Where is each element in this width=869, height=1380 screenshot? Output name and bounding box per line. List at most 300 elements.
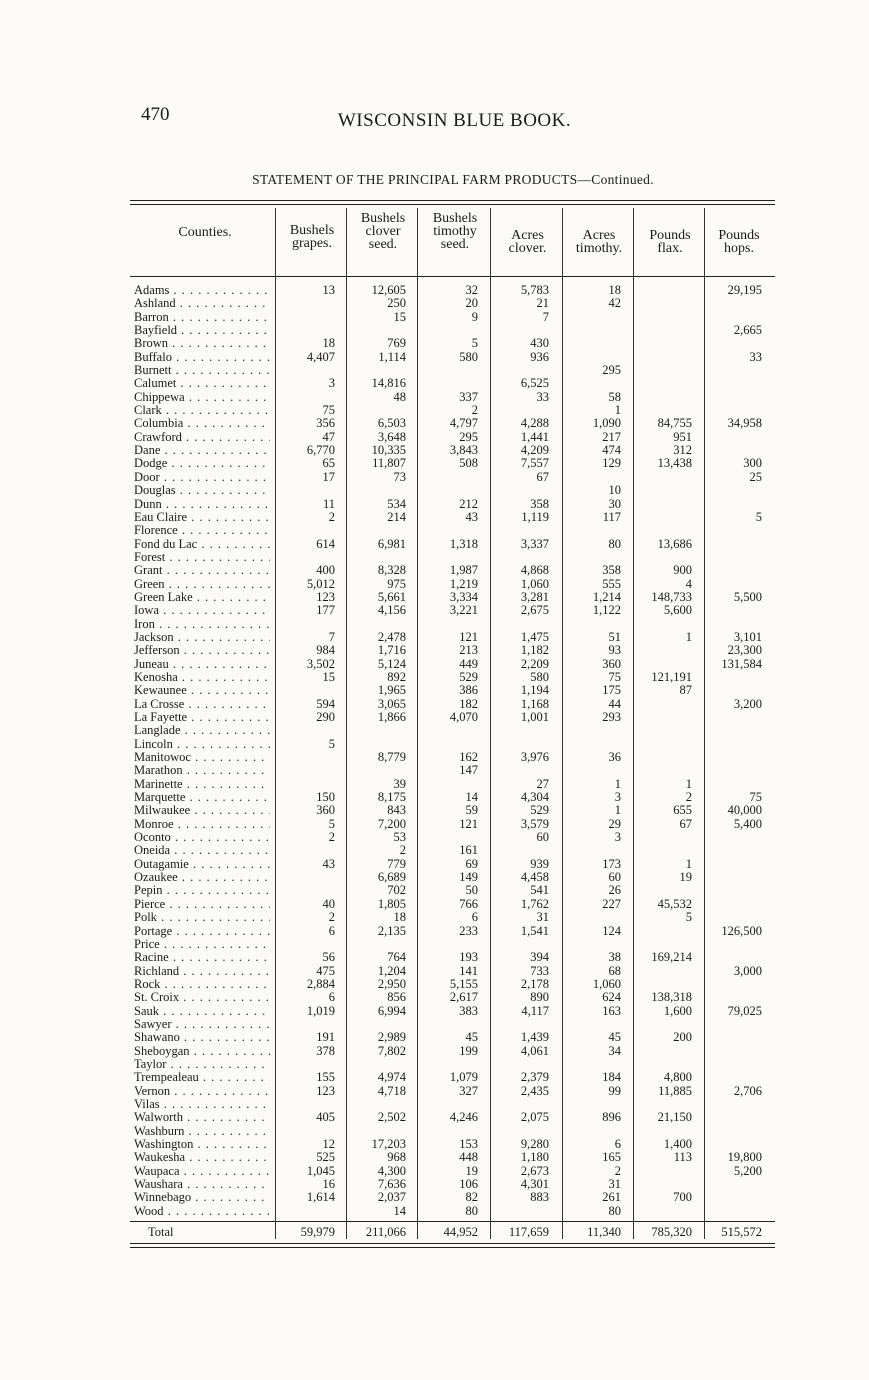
table-row	[132, 1045, 772, 1058]
cell-acres-clover: 1,168	[520, 696, 549, 711]
table-row	[132, 764, 772, 777]
county-name: Adams . . .	[134, 284, 270, 297]
cell-acres-clover: 27	[536, 776, 549, 791]
cell-hops: 19,800	[727, 1150, 762, 1165]
page-number: 470	[141, 104, 170, 125]
cell-acres-timothy: 293	[602, 710, 621, 724]
cell-grapes: 378	[316, 1043, 335, 1058]
cell-grapes: 150	[316, 790, 335, 805]
cell-flax: 1	[685, 629, 692, 644]
table-row	[132, 684, 772, 697]
table-row	[132, 1071, 772, 1084]
table-row	[132, 471, 772, 484]
cell-hops: 2,706	[733, 1083, 762, 1098]
cell-timothy-seed: 121	[459, 816, 478, 831]
cell-acres-clover: 733	[530, 963, 549, 978]
cell-hops: 79,025	[727, 1003, 762, 1018]
county-name: Vernon . . .	[134, 1085, 270, 1098]
cell-grapes: 17	[322, 469, 335, 484]
county-name: Bayfield . . .	[134, 324, 270, 337]
cell-acres-timothy: 58	[608, 389, 621, 404]
cell-acres-timothy: 18	[608, 283, 621, 297]
cell-acres-clover: 883	[530, 1190, 549, 1205]
cell-timothy-seed: 213	[459, 643, 478, 658]
cell-acres-timothy: 358	[602, 563, 621, 578]
cell-acres-timothy: 165	[602, 1150, 621, 1165]
cell-grapes: 475	[316, 963, 335, 978]
header-flax	[636, 229, 704, 255]
cell-grapes: 123	[316, 589, 335, 604]
header-line: seed.	[440, 237, 470, 252]
cell-flax: 1,600	[663, 1003, 692, 1018]
cell-hops: 300	[743, 456, 762, 471]
cell-clover-seed: 4,718	[377, 1083, 406, 1098]
cell-grapes: 2,884	[306, 976, 335, 991]
county-name: Shawano . . .	[134, 1031, 270, 1044]
cell-acres-clover: 4,209	[520, 443, 549, 458]
cell-clover-seed: 5,661	[377, 589, 406, 604]
cell-timothy-seed: 147	[459, 763, 478, 778]
cell-acres-timothy: 6	[614, 1137, 621, 1151]
county-name: Grant . . .	[134, 564, 270, 577]
county-name: Oneida . . .	[134, 844, 270, 857]
cell-acres-timothy: 68	[608, 963, 621, 978]
table-row	[132, 831, 772, 844]
cell-grapes: 13	[322, 283, 335, 297]
table-row	[132, 951, 772, 964]
cell-hops: 34,958	[727, 416, 762, 431]
table-row	[132, 991, 772, 1004]
table-row	[132, 724, 772, 737]
cell-acres-timothy: 10	[608, 483, 621, 498]
table-row	[132, 564, 772, 577]
county-name: Monroe . . .	[134, 818, 270, 831]
cell-timothy-seed: 2	[471, 403, 478, 418]
county-name: Marinette . . .	[134, 778, 270, 791]
cell-acres-timothy: 34	[608, 1043, 621, 1058]
cell-acres-clover: 67	[536, 469, 549, 484]
cell-hops: 5,400	[733, 816, 762, 831]
data-table-body	[132, 284, 772, 1218]
cell-acres-timothy: 3	[614, 790, 621, 805]
header-grapes	[278, 224, 346, 250]
county-name: Marathon . . .	[134, 764, 270, 777]
cell-grapes: 65	[322, 456, 335, 471]
cell-timothy-seed: 162	[459, 750, 478, 765]
county-name: Richland . . .	[134, 965, 270, 978]
cell-acres-clover: 2,075	[520, 1110, 549, 1125]
cell-flax: 13,686	[657, 536, 692, 551]
cell-clover-seed: 1,204	[377, 963, 406, 978]
cell-grapes: 12	[322, 1137, 335, 1151]
cell-grapes: 614	[316, 536, 335, 551]
county-name: Walworth . . .	[134, 1111, 270, 1124]
cell-clover-seed: 769	[387, 336, 406, 351]
cell-clover-seed: 8,328	[377, 563, 406, 578]
header-line: grapes.	[291, 236, 333, 251]
cell-grapes: 177	[316, 603, 335, 618]
cell-timothy-seed: 69	[465, 856, 478, 871]
table-row	[132, 711, 772, 724]
county-name: Price . . .	[134, 938, 270, 951]
cell-acres-timothy: 124	[602, 923, 621, 938]
table-row	[132, 1125, 772, 1138]
cell-timothy-seed: 193	[459, 950, 478, 965]
cell-flax: 138,318	[651, 990, 692, 1005]
cell-acres-clover: 1,194	[520, 683, 549, 698]
cell-timothy-seed: 3,334	[449, 589, 478, 604]
header-rule-bottom	[130, 276, 775, 277]
table-row	[132, 1138, 772, 1151]
table-row	[132, 498, 772, 511]
cell-hops: 23,300	[727, 643, 762, 658]
cell-grapes: 984	[316, 643, 335, 658]
cell-acres-clover: 2,209	[520, 656, 549, 671]
cell-clover-seed: 12,605	[371, 283, 406, 297]
county-name: Barron . . .	[134, 311, 270, 324]
table-row	[132, 618, 772, 631]
header-line: clover.	[508, 241, 547, 256]
county-name: Milwaukee . . .	[134, 804, 270, 817]
cell-flax: 200	[673, 1030, 692, 1045]
cell-flax: 84,755	[657, 416, 692, 431]
cell-acres-timothy: 1	[614, 403, 621, 418]
table-row	[132, 511, 772, 524]
cell-acres-timothy: 227	[602, 896, 621, 911]
table-row	[132, 698, 772, 711]
cell-flax: 4	[685, 576, 692, 591]
county-name: Dunn . . .	[134, 498, 270, 511]
county-name: Dane . . .	[134, 444, 270, 457]
cell-flax: 11,885	[658, 1083, 692, 1098]
cell-clover-seed: 843	[387, 803, 406, 818]
cell-flax: 951	[673, 429, 692, 444]
table-row	[132, 898, 772, 911]
cell-clover-seed: 1,716	[377, 643, 406, 658]
county-name: La Crosse . . .	[134, 698, 270, 711]
cell-timothy-seed: 153	[459, 1137, 478, 1151]
cell-acres-timothy: 555	[602, 576, 621, 591]
table-row	[132, 457, 772, 470]
cell-flax: 5,600	[663, 603, 692, 618]
cell-acres-timothy: 31	[608, 1177, 621, 1192]
cell-acres-timothy: 163	[602, 1003, 621, 1018]
cell-hops: 33	[749, 349, 762, 364]
cell-clover-seed: 73	[393, 469, 406, 484]
table-row	[132, 671, 772, 684]
table-row	[132, 1005, 772, 1018]
cell-grapes: 1,045	[306, 1163, 335, 1178]
cell-flax: 19	[679, 870, 692, 885]
header-line: Acres	[582, 228, 616, 243]
cell-acres-timothy: 93	[608, 643, 621, 658]
cell-acres-timothy: 173	[602, 856, 621, 871]
county-name: Kewaunee . . .	[134, 684, 270, 697]
footer-rule-2	[130, 1247, 775, 1248]
table-row	[132, 297, 772, 310]
cell-acres-clover: 5,783	[520, 283, 549, 297]
header-line: timothy.	[575, 241, 623, 256]
cell-clover-seed: 2,037	[377, 1190, 406, 1205]
county-name: Portage . . .	[134, 925, 270, 938]
cell-acres-clover: 1,762	[520, 896, 549, 911]
cell-timothy-seed: 1,219	[449, 576, 478, 591]
table-row	[132, 738, 772, 751]
cell-acres-clover: 541	[530, 883, 549, 898]
cell-acres-clover: 890	[530, 990, 549, 1005]
cell-clover-seed: 6,994	[377, 1003, 406, 1018]
cell-acres-timothy: 2	[614, 1163, 621, 1178]
cell-grapes: 405	[316, 1110, 335, 1125]
cell-clover-seed: 53	[393, 830, 406, 845]
cell-timothy-seed: 508	[459, 456, 478, 471]
cell-acres-timothy: 1	[614, 803, 621, 818]
county-name: Clark . . .	[134, 404, 270, 417]
cell-timothy-seed: 6	[471, 910, 478, 925]
header-line: seed.	[368, 237, 398, 252]
cell-timothy-seed: 43	[465, 509, 478, 524]
cell-hops: 3,101	[733, 629, 762, 644]
table-row	[132, 631, 772, 644]
table-row	[132, 911, 772, 924]
table-row	[132, 431, 772, 444]
cell-clover-seed: 7,802	[377, 1043, 406, 1058]
cell-clover-seed: 1,866	[377, 710, 406, 724]
cell-acres-clover: 31	[536, 910, 549, 925]
cell-timothy-seed: 20	[465, 296, 478, 311]
table-row	[132, 1151, 772, 1164]
cell-timothy-seed: 1,079	[449, 1070, 478, 1085]
cell-grapes: 525	[316, 1150, 335, 1165]
cell-acres-timothy: 217	[602, 429, 621, 444]
table-row	[132, 538, 772, 551]
county-name: Columbia . . .	[134, 417, 270, 430]
cell-grapes: 3,502	[306, 656, 335, 671]
cell-clover-seed: 48	[393, 389, 406, 404]
header-counties: Counties.	[178, 225, 232, 240]
cell-timothy-seed: 448	[459, 1150, 478, 1165]
table-row	[132, 604, 772, 617]
cell-acres-timothy: 38	[608, 950, 621, 965]
header-line: Bushels	[289, 223, 335, 238]
cell-acres-clover: 4,458	[520, 870, 549, 885]
total-label: Total	[148, 1225, 174, 1239]
cell-clover-seed: 6,689	[377, 870, 406, 885]
cell-grapes: 11	[322, 496, 335, 511]
footer-rule	[130, 1243, 775, 1244]
header-timothy-seed	[420, 212, 490, 251]
cell-acres-clover: 60	[536, 830, 549, 845]
cell-acres-clover: 1,475	[520, 629, 549, 644]
table-row	[132, 871, 772, 884]
cell-acres-clover: 2,673	[520, 1163, 549, 1178]
cell-timothy-seed: 295	[459, 429, 478, 444]
cell-grapes: 360	[316, 803, 335, 818]
cell-acres-clover: 3,976	[520, 750, 549, 765]
cell-flax: 67	[679, 816, 692, 831]
county-name: Calumet . . .	[134, 377, 270, 390]
table-row	[132, 524, 772, 537]
cell-timothy-seed: 580	[459, 349, 478, 364]
county-name: Marquette . . .	[134, 791, 270, 804]
county-name: Eau Claire . . .	[134, 511, 270, 524]
cell-timothy-seed: 3,843	[449, 443, 478, 458]
cell-timothy-seed: 383	[459, 1003, 478, 1018]
cell-acres-timothy: 51	[608, 629, 621, 644]
table-row	[132, 444, 772, 457]
cell-grapes: 75	[322, 403, 335, 418]
cell-hops: 126,500	[721, 923, 762, 938]
header-line: Acres	[511, 228, 544, 243]
cell-acres-timothy: 1	[614, 776, 621, 791]
cell-flax: 900	[673, 563, 692, 578]
table-row	[132, 858, 772, 871]
table-row	[132, 591, 772, 604]
county-name: Pepin . . .	[134, 884, 270, 897]
cell-acres-timothy: 624	[602, 990, 621, 1005]
cell-hops: 75	[749, 790, 762, 805]
cell-timothy-seed: 3,221	[449, 603, 478, 618]
cell-flax: 87	[679, 683, 692, 698]
table-row	[132, 337, 772, 350]
cell-grapes: 6	[328, 990, 335, 1005]
cell-clover-seed: 779	[387, 856, 406, 871]
cell-acres-timothy: 36	[608, 750, 621, 765]
cell-clover-seed: 2,989	[377, 1030, 406, 1045]
total-row	[132, 1225, 772, 1239]
cell-acres-clover: 2,435	[520, 1083, 549, 1098]
cell-timothy-seed: 449	[459, 656, 478, 671]
cell-acres-timothy: 29	[608, 816, 621, 831]
cell-timothy-seed: 199	[459, 1043, 478, 1058]
cell-acres-clover: 3,579	[520, 816, 549, 831]
cell-grapes: 6	[328, 923, 335, 938]
cell-acres-timothy: 261	[602, 1190, 621, 1205]
cell-acres-clover: 1,001	[520, 710, 549, 724]
table-row	[132, 377, 772, 390]
cell-hops: 3,200	[733, 696, 762, 711]
county-name: Dodge . . .	[134, 457, 270, 470]
cell-grapes: 400	[316, 563, 335, 578]
total-timothy-seed: 44,952	[443, 1225, 478, 1239]
cell-hops: 5,500	[733, 589, 762, 604]
table-row	[132, 484, 772, 497]
cell-acres-timothy: 99	[608, 1083, 621, 1098]
county-name: Trempealeau . . .	[134, 1071, 270, 1084]
cell-timothy-seed: 182	[459, 696, 478, 711]
county-name: Juneau . . .	[134, 658, 270, 671]
cell-acres-clover: 939	[530, 856, 549, 871]
county-name: Pierce . . .	[134, 898, 270, 911]
table-row	[132, 938, 772, 951]
cell-flax: 655	[673, 803, 692, 818]
header-clover-seed	[349, 212, 417, 251]
county-name: Waushara . . .	[134, 1178, 270, 1191]
cell-acres-timothy: 26	[608, 883, 621, 898]
county-name: Wood . . .	[134, 1205, 270, 1218]
cell-grapes: 2	[328, 830, 335, 845]
cell-clover-seed: 3,065	[377, 696, 406, 711]
cell-grapes: 5	[328, 736, 335, 751]
header-acres-clover	[493, 229, 562, 255]
table-row	[132, 978, 772, 991]
total-clover-seed: 211,066	[365, 1225, 406, 1239]
county-name: Polk . . .	[134, 911, 270, 924]
county-name: Green . . .	[134, 578, 270, 591]
cell-timothy-seed: 9	[471, 309, 478, 324]
cell-acres-timothy: 1,122	[592, 603, 621, 618]
county-name: Sauk . . .	[134, 1005, 270, 1018]
county-name: Burnett . . .	[134, 364, 270, 377]
table-row	[132, 391, 772, 404]
cell-grapes: 40	[322, 896, 335, 911]
table-row	[132, 351, 772, 364]
cell-clover-seed: 10,335	[371, 443, 406, 458]
cell-clover-seed: 534	[387, 496, 406, 511]
table-row	[132, 404, 772, 417]
cell-clover-seed: 2	[399, 843, 406, 858]
cell-clover-seed: 7,636	[377, 1177, 406, 1192]
county-name: Washburn . . .	[134, 1125, 270, 1138]
county-name: Vilas . . .	[134, 1098, 270, 1111]
county-name: La Fayette . . .	[134, 711, 270, 724]
total-hops: 515,572	[721, 1225, 762, 1239]
table-row	[132, 311, 772, 324]
table-row	[132, 551, 772, 564]
cell-clover-seed: 4,156	[377, 603, 406, 618]
cell-timothy-seed: 161	[459, 843, 478, 858]
cell-hops: 29,195	[727, 283, 762, 297]
header-line: timothy	[433, 224, 477, 239]
table-row	[132, 644, 772, 657]
table-row	[132, 965, 772, 978]
cell-hops: 5,200	[733, 1163, 762, 1178]
county-name: Fond du Lac . . .	[134, 538, 270, 551]
cell-clover-seed: 4,974	[377, 1070, 406, 1085]
cell-flax: 21,150	[657, 1110, 692, 1125]
cell-clover-seed: 14	[393, 1203, 406, 1218]
total-flax: 785,320	[651, 1225, 692, 1239]
cell-clover-seed: 15	[393, 309, 406, 324]
cell-grapes: 7	[328, 629, 335, 644]
county-name: Chippewa . . .	[134, 391, 270, 404]
cell-grapes: 1,019	[306, 1003, 335, 1018]
county-name: Rock . . .	[134, 978, 270, 991]
cell-clover-seed: 975	[387, 576, 406, 591]
table-row	[132, 1178, 772, 1191]
header-line: Pounds	[649, 228, 691, 243]
cell-acres-timothy: 1,214	[592, 589, 621, 604]
table-row	[132, 1205, 772, 1218]
cell-acres-clover: 1,119	[521, 509, 549, 524]
cell-clover-seed: 2,950	[377, 976, 406, 991]
cell-grapes: 2	[328, 910, 335, 925]
cell-acres-timothy: 3	[614, 830, 621, 845]
cell-acres-clover: 1,060	[520, 576, 549, 591]
cell-timothy-seed: 212	[459, 496, 478, 511]
cell-acres-timothy: 1,090	[592, 416, 621, 431]
table-row	[132, 804, 772, 817]
county-name: Iowa . . .	[134, 604, 270, 617]
cell-hops: 131,584	[721, 656, 762, 671]
county-name: Langlade . . .	[134, 724, 270, 737]
table-row	[132, 925, 772, 938]
cell-acres-timothy: 60	[608, 870, 621, 885]
cell-acres-clover: 4,868	[520, 563, 549, 578]
table-row	[132, 751, 772, 764]
cell-acres-timothy: 896	[602, 1110, 621, 1125]
cell-acres-clover: 580	[530, 669, 549, 684]
